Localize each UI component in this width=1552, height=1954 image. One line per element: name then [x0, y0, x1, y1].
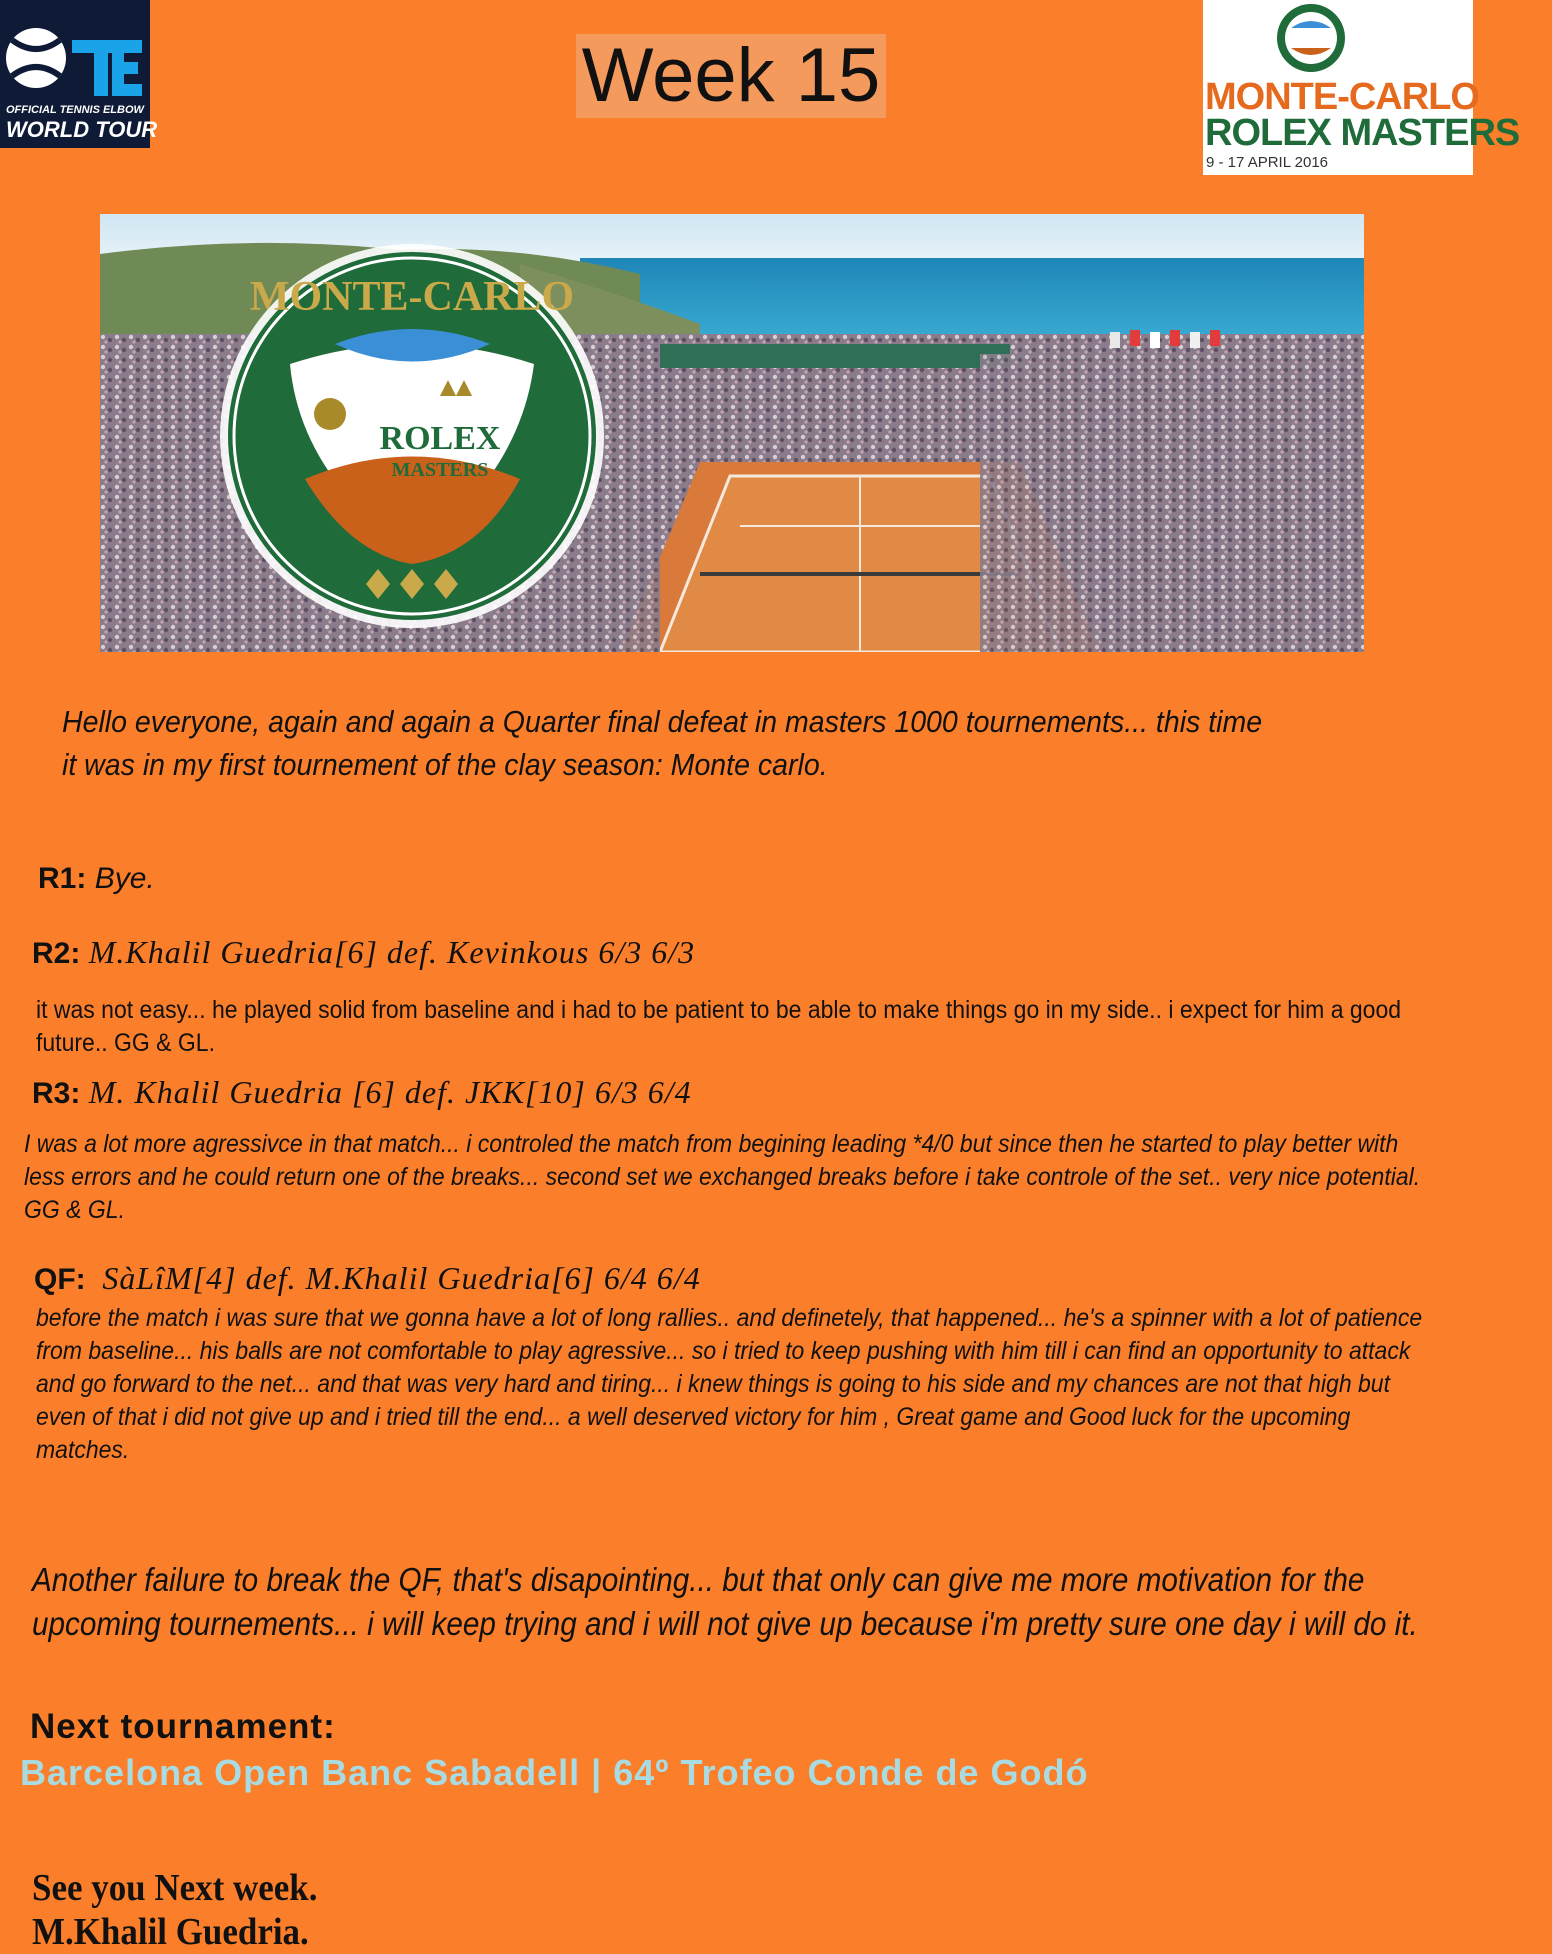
tournament-logo	[1203, 0, 1520, 175]
tournament-dates: 9 - 17 APRIL 2016	[1206, 154, 1329, 171]
round-qf	[34, 1260, 701, 1297]
emblem-arc-text: MONTE-CARLO	[249, 274, 575, 320]
emblem-line1: ROLEX	[379, 420, 501, 457]
signoff-line2: M.Khalil Guedria.	[32, 1911, 309, 1953]
round-r2	[32, 934, 695, 971]
tournament-logo-line1: MONTE-CARLO	[1205, 76, 1479, 118]
round-label: R1:	[38, 862, 87, 895]
tour-logo	[0, 0, 158, 148]
round-result: SàLîM[4] def. M.Khalil Guedria[6] 6/4 6/4	[102, 1260, 701, 1296]
next-tournament-name: Barcelona Open Banc Sabadell | 64º Trofeo Conde de Godó	[20, 1752, 1089, 1793]
monte-carlo-emblem	[220, 244, 604, 628]
intro-text: Hello everyone, again and again a Quarter final defeat in masters 1000 tournements... this time it was in my first tournement of the clay season: Monte carlo.	[62, 704, 1263, 782]
signoff-line1: See you Next week.	[32, 1867, 318, 1909]
round-result: Bye.	[94, 862, 155, 895]
tour-logo-line1: OFFICIAL TENNIS ELBOW	[6, 104, 144, 116]
round-qf-comment: before the match i was sure that we gonna have a lot of long rallies.. and definetely, that happened... he's a spinner with a lot of patience from baseline... his balls are not comfortable to play agressive... so i tried to keep pushing with him till i can find an opportunity to attack and go forward to the net... and that was very hard and tiring... i knew things is going to his side and my chances are not that high but even of that i did not give up and i tried till the end... a well deserved victory for him , Great game and Good luck for the upcoming matches.	[36, 1304, 1423, 1464]
closing-text: Another failure to break the QF, that's disapointing... but that only can give me more motivation for the upcoming tournements... i will keep trying and i will not give up because i'm pretty sure one day i will do it.	[32, 1561, 1418, 1642]
round-label: QF:	[34, 1263, 86, 1296]
tournament-emblem-icon	[1203, 0, 1473, 76]
round-r3	[32, 1074, 692, 1111]
emblem-line2: MASTERS	[391, 459, 489, 481]
tour-logo-line2: WORLD TOUR	[6, 117, 158, 142]
page-title: Week 15	[576, 34, 886, 118]
banner-image	[100, 214, 1364, 652]
tennis-ball-icon	[0, 0, 150, 104]
round-label: R3:	[32, 1077, 81, 1110]
tournament-logo-line2: ROLEX MASTERS	[1205, 112, 1520, 154]
next-tournament-label: Next tournament:	[30, 1707, 336, 1746]
round-result: M. Khalil Guedria [6] def. JKK[10] 6/3 6/4	[88, 1074, 692, 1110]
round-r3-comment: I was a lot more agressivce in that match... i controled the match from begining leading *4/0 but since then he started to play better with less errors and he could return one of the breaks... second set we exchanged breaks before i take controle of the set.. very nice potential. GG & GL.	[24, 1130, 1421, 1224]
round-result: M.Khalil Guedria[6] def. Kevinkous 6/3 6/3	[88, 934, 696, 970]
round-label: R2:	[32, 937, 81, 970]
round-r2-comment: it was not easy... he played solid from baseline and i had to be patient to be able to make things go in my side.. i expect for him a good future.. GG & GL.	[36, 996, 1402, 1057]
round-r1	[38, 862, 155, 896]
